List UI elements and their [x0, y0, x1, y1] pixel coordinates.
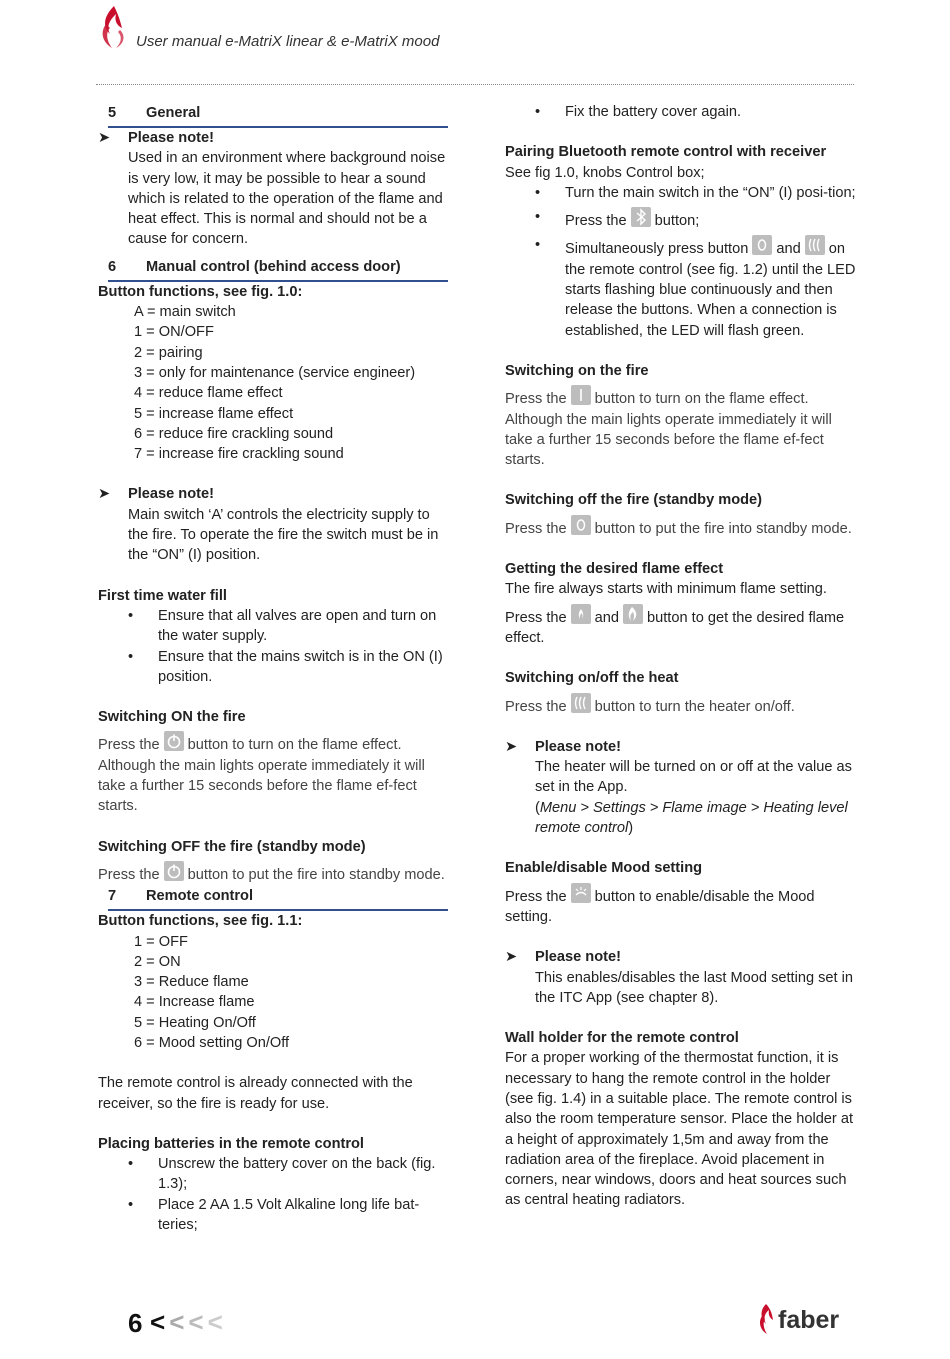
wall-holder-heading: Wall holder for the remote control: [505, 1030, 739, 1047]
remote-switching-off-text: Press the button to put the fire into standby mode.: [505, 515, 857, 539]
remote-switching-on-text: Press the button to turn on the flame effect. Although the main lights operate immediately it will take a further 15 seconds before the flame ef-fect starts.: [505, 385, 857, 470]
switching-on-heading: Switching ON the fire: [98, 709, 246, 726]
pairing-list: [505, 183, 857, 341]
off-button-icon: [571, 515, 591, 535]
please-note-3: ➤ Please note! The heater will be turned on or off at the value as set in the App. (Menu > Settings > Flame image > Heating level remote control): [505, 738, 852, 837]
arrow-bullet-icon: ➤: [98, 486, 111, 503]
heat-text: Press the button to turn the heater on/off.: [505, 693, 857, 717]
please-note-1: ➤ Please note! Used in an environment where background noise is very low, it may be possible to hear a sound which is related to the operation of the flame and heat effect. This is normal and should not be a cause for concern.: [98, 130, 446, 248]
heating-button-icon: [571, 693, 591, 713]
right-column: [505, 102, 857, 1211]
page-number: 6: [128, 1308, 143, 1338]
switching-off-text: Press the button to put the fire into standby mode.: [98, 861, 450, 885]
switching-off-heading: Switching OFF the fire (standby mode): [98, 838, 366, 855]
water-fill-heading: First time water fill: [98, 587, 227, 604]
on-button-icon: [571, 385, 591, 405]
power-button-icon: [164, 861, 184, 881]
list-item: • Ensure that all valves are open and turn on the water supply.: [98, 606, 450, 647]
remote-button-functions-list: 1 = OFF 2 = ON 3 = Reduce flame 4 = Increase flame 5 = Heating On/Off 6 = Mood setting On/Off: [134, 933, 290, 1051]
flame-effect-line: The fire always starts with minimum flame setting.: [505, 581, 827, 598]
list-item: • Fix the battery cover again.: [505, 102, 857, 122]
power-button-icon: [164, 731, 184, 751]
button-functions-list: A = main switch 1 = ON/OFF 2 = pairing 3 = only for maintenance (service engineer) 4 = reduce flame effect 5 = increase flame effect 6 = reduce fire crackling sound 7 = increase fire crackling sound: [134, 304, 416, 463]
section-6-heading: 6 Manual control (behind access door): [108, 256, 448, 282]
please-note-2: ➤ Please note! Main switch ‘A’ controls the electricity supply to the fire. To operate the fire the switch must be in the “ON” (I) position.: [98, 486, 439, 564]
pairing-heading: Pairing Bluetooth remote control with receiver: [505, 144, 827, 161]
header-divider: [96, 84, 854, 85]
remote-switching-on-heading: Switching on the fire: [505, 362, 649, 379]
list-item: • Simultaneously press button and on the remote control (see fig. 1.2) until the LED starts flashing blue continuously and then release the buttons. When a connection is established, the LED will flash green.: [505, 235, 857, 340]
list-item: • Turn the main switch in the “ON” (I) posi-tion;: [505, 183, 857, 203]
increase-flame-icon: [623, 604, 643, 624]
heat-heading: Switching on/off the heat: [505, 670, 679, 687]
mood-button-icon: [571, 883, 591, 903]
water-fill-list: [98, 606, 450, 687]
flame-effect-text: Press the and button to get the desired flame effect.: [505, 604, 857, 649]
pairing-subtext: See fig 1.0, knobs Control box;: [505, 164, 705, 181]
reduce-flame-icon: [571, 604, 591, 624]
button-functions-heading: Button functions, see fig. 1.0:: [98, 283, 303, 300]
remote-switching-off-heading: Switching off the fire (standby mode): [505, 492, 763, 509]
switching-on-text: Press the button to turn on the flame effect. Although the main lights operate immediately it will take a further 15 seconds before the flame ef-fect starts.: [98, 731, 450, 816]
page-arrows: <<<<: [150, 1307, 227, 1337]
flame-effect-heading: Getting the desired flame effect: [505, 561, 724, 578]
section-5-heading: 5 General: [108, 102, 448, 128]
flame-logo-icon: [96, 4, 132, 50]
left-column: [98, 102, 450, 1235]
battery-cover-list: [505, 102, 857, 122]
batteries-list: [98, 1154, 450, 1235]
off-button-icon: [752, 235, 772, 255]
batteries-heading: Placing batteries in the remote control: [98, 1135, 364, 1152]
mood-heading: Enable/disable Mood setting: [505, 860, 703, 877]
arrow-bullet-icon: ➤: [505, 949, 518, 966]
mood-text: Press the button to enable/disable the Mood setting.: [505, 883, 857, 928]
list-item: • Press the button;: [505, 207, 857, 231]
arrow-bullet-icon: ➤: [98, 130, 111, 146]
please-note-4: ➤ Please note! This enables/disables the last Mood setting set in the ITC App (see chapter 8).: [505, 949, 853, 1006]
remote-connected-text: The remote control is already connected with the receiver, so the fire is ready for use.: [98, 1075, 413, 1112]
wall-holder-text: For a proper working of the thermostat function, it is necessary to hang the remote control in the holder (see fig. 1.4) in a suitable place. The remote control is also the room temperature sensor. Place the holder at a height of approximately 1,5m and away from the radiation area of the fireplace. Avoid placement in corners, near windows, doors and heat sources such as central heating radiators.: [505, 1050, 854, 1209]
svg-text:faber: faber: [778, 1306, 840, 1334]
list-item: • Ensure that the mains switch is in the ON (I) position.: [98, 647, 450, 688]
section-7-heading: 7 Remote control: [108, 885, 448, 911]
manual-title: User manual e-MatriX linear & e-MatriX mood: [136, 33, 440, 50]
remote-button-functions-heading: Button functions, see fig. 1.1:: [98, 913, 303, 930]
settings-path: Menu > Settings > Flame image > Heating level remote control: [535, 799, 848, 837]
bluetooth-button-icon: [631, 207, 651, 227]
list-item: • Unscrew the battery cover on the back (fig. 1.3);: [98, 1154, 450, 1195]
faber-logo: [758, 1300, 856, 1336]
arrow-bullet-icon: ➤: [505, 738, 518, 755]
heating-button-icon: [805, 235, 825, 255]
list-item: • Place 2 AA 1.5 Volt Alkaline long life bat-teries;: [98, 1195, 450, 1236]
